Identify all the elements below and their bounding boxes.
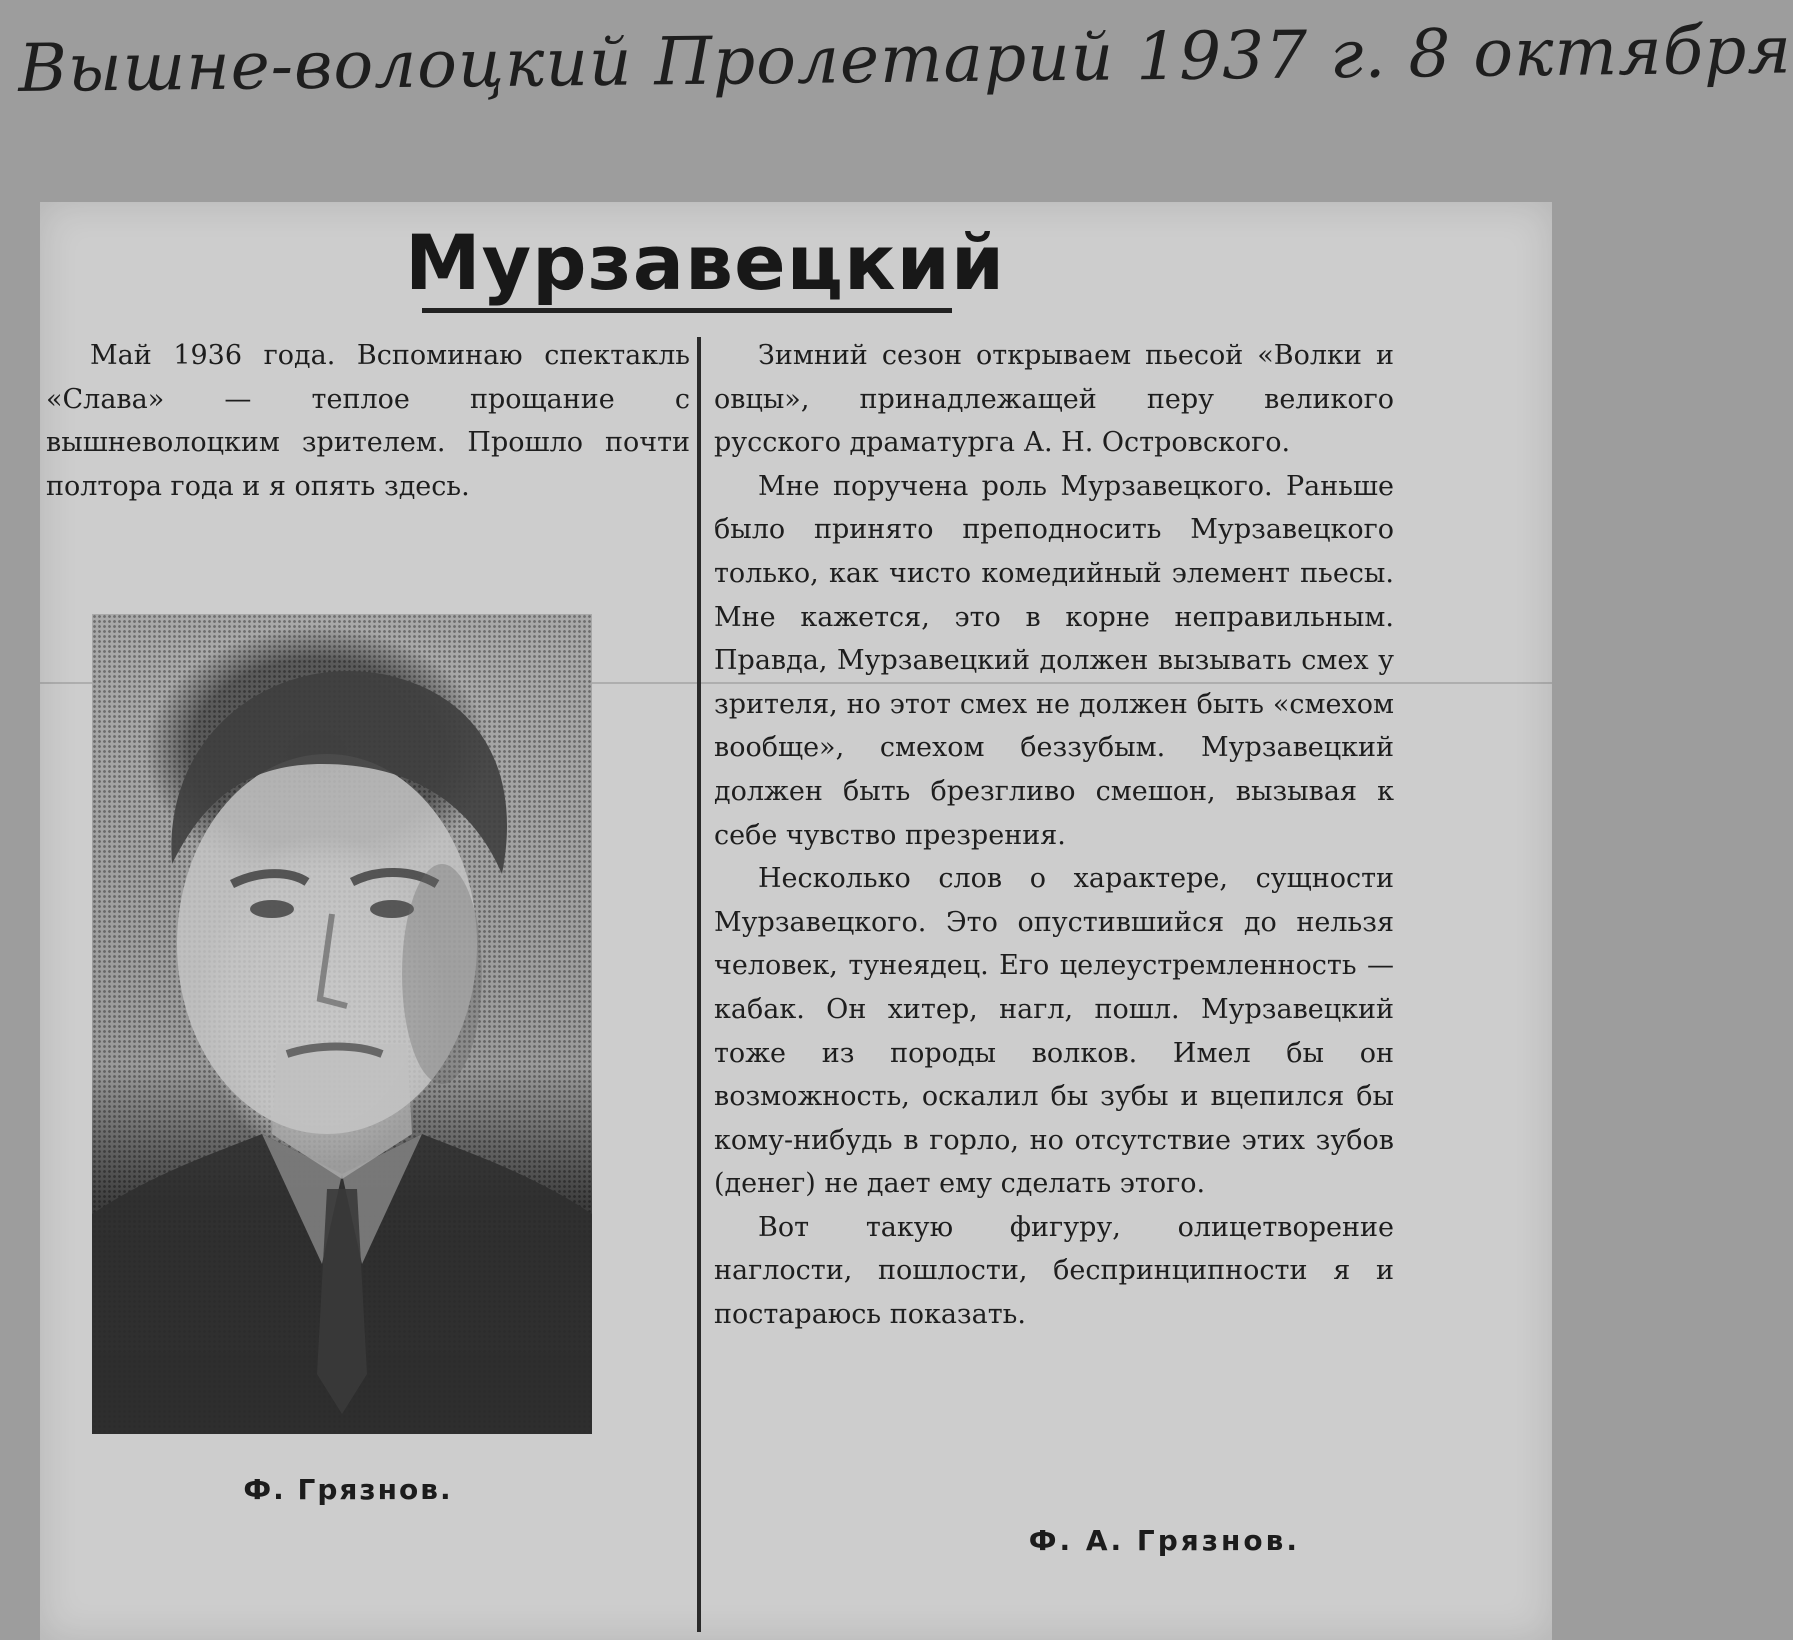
title-underline — [422, 308, 952, 313]
intro-paragraph: Май 1936 года. Вспоминаю спектакль «Слава» — теплое прощание с вышневолоцким зрителем. Прошло почти полтора года и я опять здесь. — [46, 340, 690, 502]
handwritten-note: Вышне-волоцкий Пролетарий 1937 г. 8 октября — [18, 11, 1793, 107]
left-column — [46, 334, 690, 508]
photo-caption: Ф. Грязнов. — [243, 1473, 453, 1506]
portrait-photo — [92, 614, 592, 1434]
body-paragraph: Мне поручена роль Мурзавецкого. Раньше было принято преподносить Мурзавецкого только, как чисто комедийный элемент пьесы. Мне кажется, это в корне неправильным. Правда, Мурзавецкий должен вызывать смех у зрителя, но этот смех не должен быть «смехом вообще», смехом беззубым. Мурзавецкий должен быть брезгливо смешон, вызывая к себе чувство презрения. — [714, 470, 1394, 851]
body-paragraph: Вот такую фигуру, олицетворение наглости, пошлости, беспринципности я и постараюсь показать. — [714, 1211, 1394, 1331]
body-paragraph: Несколько слов о характере, сущности Мурзавецкого. Это опустившийся до нельзя человек, тунеядец. Его целеустремленность — кабак. Он хитер, нагл, пошл. Мурзавецкий тоже из породы волков. Имел бы он возможность, оскалил бы зубы и вцепился бы кому-нибудь в горло, но отсутствие этих зубов (денег) не дает ему сделать этого. — [714, 863, 1394, 1200]
column-divider — [697, 337, 701, 1632]
portrait-illustration — [92, 614, 592, 1434]
newspaper-clipping — [40, 202, 1552, 1640]
article-title: Мурзавецкий — [405, 218, 1006, 307]
body-paragraph: Зимний сезон открываем пьесой «Волки и овцы», принадлежащей перу великого русского драматурга А. Н. Островского. — [714, 340, 1394, 459]
right-column — [714, 334, 1394, 1337]
author-signature: Ф. А. Грязнов. — [1028, 1524, 1300, 1557]
